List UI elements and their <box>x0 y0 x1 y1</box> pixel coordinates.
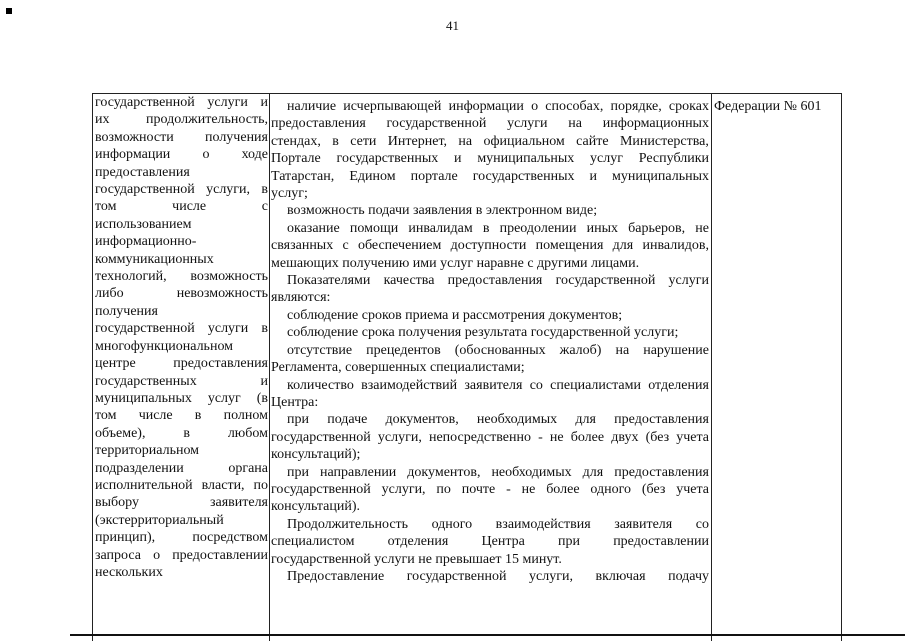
cell-line <box>271 115 709 132</box>
word: подачу <box>668 568 709 584</box>
word: официальном <box>483 133 565 149</box>
word: доступности <box>450 238 527 254</box>
word: муниципальных <box>477 151 575 167</box>
word: государственной <box>386 116 487 132</box>
word: подразделении <box>95 460 184 476</box>
word: - <box>506 481 511 497</box>
word: инвалидов, <box>642 238 709 254</box>
word: услуги, <box>381 481 426 497</box>
cell-line: возможность подачи заявления в электронном виде; <box>287 203 598 219</box>
word: в <box>482 220 490 236</box>
word: государственных <box>336 151 439 167</box>
word: власти, <box>201 477 245 493</box>
word: необходимых <box>491 464 572 480</box>
word: том <box>95 199 117 215</box>
cell-line <box>95 164 268 181</box>
word: прецедентов <box>366 342 441 358</box>
word: помещения <box>535 238 604 254</box>
word: Едином <box>349 168 396 184</box>
word: получения <box>205 129 268 145</box>
word: на <box>568 116 582 132</box>
word: со <box>529 377 543 393</box>
word: услуги <box>507 116 548 132</box>
word: услуги, <box>206 182 251 198</box>
word: взаимодействий <box>361 377 458 393</box>
word: объеме), <box>95 425 146 441</box>
word: для <box>575 412 596 428</box>
word: территориальном <box>95 443 200 459</box>
word: многофункциональном <box>95 338 234 354</box>
word: государственной <box>406 568 507 584</box>
cell-line <box>95 477 268 494</box>
cell-line <box>271 464 709 481</box>
word: Продолжительность <box>287 516 409 532</box>
word: Центра <box>481 534 525 550</box>
word: запроса <box>95 547 141 563</box>
word: жалоб) <box>559 342 602 358</box>
cell-line <box>95 146 268 163</box>
word: посредством <box>192 530 268 546</box>
word: возможность <box>190 269 268 285</box>
cell-line <box>95 442 268 459</box>
cell-line <box>271 342 709 359</box>
word: для <box>612 238 634 254</box>
word: (без <box>645 429 670 445</box>
word: способах, <box>545 99 604 114</box>
cell-line <box>271 133 709 150</box>
word: предоставлении <box>613 534 709 550</box>
table-col-indicators <box>271 94 709 641</box>
word: (обоснованных <box>454 342 546 358</box>
cell-line <box>95 460 268 477</box>
cell-line <box>95 94 268 111</box>
word: и <box>589 168 598 184</box>
word: полном <box>223 408 268 424</box>
word: взаимодействия <box>495 516 591 532</box>
cell-line: Федерации № 601 <box>714 99 822 114</box>
word: по <box>253 477 268 493</box>
cell-line <box>271 150 709 167</box>
word: подаче <box>327 412 368 428</box>
bottom-rule <box>70 634 905 636</box>
word: более <box>546 481 580 497</box>
word: (экстерриториальный <box>95 512 224 528</box>
word: государственной <box>271 481 371 497</box>
word: услуг <box>590 151 623 167</box>
cell-line <box>95 390 268 407</box>
cell-line <box>271 220 709 237</box>
word: предоставления <box>173 356 268 372</box>
word: помощи <box>349 220 399 236</box>
cell-line <box>271 568 709 585</box>
cell-line <box>95 494 268 511</box>
scan-corner-mark <box>6 8 12 14</box>
word: государственной <box>555 273 656 289</box>
word: почте <box>461 481 496 497</box>
word: преодолении <box>499 220 577 236</box>
cell-line <box>271 411 709 428</box>
word: технологий, <box>95 269 167 285</box>
cell-line <box>95 216 268 233</box>
word: одного <box>431 516 473 532</box>
cell-line: государственной услуги не превышает 15 минут. <box>271 551 562 567</box>
word: Татарстан, <box>271 168 335 184</box>
word: одного <box>590 481 631 497</box>
word: принцип), <box>95 530 156 546</box>
cell-line: являются: <box>271 290 331 306</box>
word: иных <box>586 220 619 236</box>
word: числе <box>172 199 207 215</box>
word: государственной <box>95 182 195 198</box>
word: либо <box>95 286 124 302</box>
word: получения <box>95 303 158 319</box>
cell-line <box>95 425 268 442</box>
word: муниципальных <box>95 390 192 406</box>
column-divider <box>711 94 712 641</box>
word: связанных <box>271 238 334 254</box>
cell-line <box>95 303 268 320</box>
cell-line <box>271 272 709 289</box>
word: на <box>458 133 473 149</box>
cell-line <box>95 355 268 372</box>
word: заявителя <box>464 377 523 393</box>
word: наличие <box>287 99 337 114</box>
cell-line <box>95 373 268 390</box>
page-number: 41 <box>446 18 459 33</box>
word: государственных <box>472 168 575 184</box>
word: услуги <box>207 321 249 337</box>
word: Республики <box>638 151 709 167</box>
cell-line: соблюдение срока получения результата государственной услуги; <box>287 325 679 341</box>
cell-line <box>95 564 268 581</box>
word: государственной <box>95 321 195 337</box>
word: муниципальных <box>612 168 709 184</box>
word: предоставления <box>271 116 366 132</box>
word: более <box>570 429 605 445</box>
word: услуги <box>668 273 709 289</box>
word: центре <box>95 356 136 372</box>
cell-line <box>95 407 268 424</box>
cell-line <box>271 516 709 533</box>
word: для <box>582 464 604 480</box>
cell-line <box>95 233 268 250</box>
word: стендах, <box>271 133 321 149</box>
word: по <box>436 481 451 497</box>
cell-line <box>95 285 268 302</box>
word: барьеров, <box>628 220 686 236</box>
word: Портале <box>271 151 321 167</box>
cell-line <box>271 168 709 185</box>
word: на <box>615 342 630 358</box>
cell-line: соблюдение сроков приема и рассмотрения документов; <box>287 307 623 323</box>
cell-line <box>95 547 268 564</box>
cell-line <box>95 198 268 215</box>
cell-line <box>95 251 268 268</box>
word: специалистом <box>271 534 355 550</box>
cell-line <box>95 111 268 128</box>
word: направлении <box>319 464 397 480</box>
cell-line <box>95 338 268 355</box>
cell-line: консультаций); <box>271 447 361 463</box>
word: качества <box>383 273 435 289</box>
word: Министерства, <box>619 133 709 149</box>
cell-line <box>271 533 709 550</box>
word: государственной <box>271 429 371 445</box>
cell-line: услуг; <box>271 186 308 202</box>
word: обеспечением <box>357 238 442 254</box>
word: при <box>287 412 309 428</box>
word: информационно- <box>95 234 197 250</box>
cell-line <box>271 429 709 446</box>
cell-line <box>271 481 709 498</box>
cell-line <box>95 512 268 529</box>
word: использованием <box>95 216 192 232</box>
word: том <box>95 408 117 424</box>
word: в <box>194 408 202 424</box>
word: не <box>549 429 564 445</box>
cell-line <box>95 529 268 546</box>
word: отсутствие <box>287 342 353 358</box>
word: с <box>261 199 268 215</box>
word: портале <box>410 168 458 184</box>
word: Предоставление <box>287 568 385 584</box>
word: нарушение <box>643 342 709 358</box>
word: государственной <box>95 95 195 110</box>
column-divider <box>269 94 270 641</box>
word: отделения <box>648 377 709 393</box>
cell-line: Регламента, совершенных специалистами; <box>271 360 525 376</box>
cell-line <box>95 320 268 337</box>
word: сети <box>350 133 377 149</box>
word: о <box>153 547 161 563</box>
word: инвалидам <box>408 220 473 236</box>
cell-line <box>95 181 268 198</box>
word: о <box>531 99 539 114</box>
cell-line <box>271 377 709 394</box>
word: непосредственно <box>428 429 531 445</box>
word: и <box>260 95 268 110</box>
word: с <box>342 238 349 254</box>
word: и <box>260 373 268 389</box>
word: документов, <box>385 412 459 428</box>
word: в <box>261 321 268 337</box>
cell-line <box>95 129 268 146</box>
word: Показателями <box>287 273 371 289</box>
word: ходе <box>241 147 268 163</box>
word: услуг <box>207 390 241 406</box>
word: порядке, <box>610 99 662 114</box>
word: услуги <box>207 95 248 110</box>
word: учета <box>676 429 709 445</box>
word: их <box>95 112 110 128</box>
word: заявителя <box>614 516 673 532</box>
word: (без <box>641 481 666 497</box>
word: предоставлении <box>172 547 268 563</box>
word: в <box>332 133 339 149</box>
word: необходимых <box>476 412 558 428</box>
word: двух <box>611 429 639 445</box>
word: отделения <box>387 534 449 550</box>
word: услуги, <box>377 429 422 445</box>
word: продолжительность, <box>146 112 268 128</box>
word: возможности <box>95 129 174 145</box>
word: при <box>287 464 309 480</box>
word: документов, <box>407 464 481 480</box>
word: числе <box>138 408 173 424</box>
word: предоставления <box>614 464 709 480</box>
word: специалистами <box>550 377 641 393</box>
cell-line: Центра: <box>271 394 319 410</box>
word: предоставления <box>447 273 543 289</box>
cell-line <box>271 98 709 115</box>
word: исчерпывающей <box>343 99 442 114</box>
word: органа <box>228 460 268 476</box>
word: со <box>695 516 709 532</box>
word: и <box>454 151 462 167</box>
regulation-table <box>92 93 842 641</box>
word: в <box>261 182 268 198</box>
cell-line <box>271 237 709 254</box>
word: не <box>695 220 709 236</box>
word: включая <box>595 568 646 584</box>
word: количество <box>287 377 354 393</box>
word: сроках <box>668 99 709 114</box>
word: учета <box>676 481 709 497</box>
word: информационных <box>602 116 709 132</box>
cell-line: консультаций). <box>271 499 360 515</box>
word: предоставления <box>614 412 709 428</box>
cell-line <box>95 268 268 285</box>
word: невозможность <box>176 286 268 302</box>
word: нескольких <box>95 564 163 580</box>
word: оказание <box>287 220 340 236</box>
word: заявителя <box>209 495 268 511</box>
word: - <box>538 429 543 445</box>
word: не <box>521 481 536 497</box>
table-col-source <box>714 94 839 641</box>
word: коммуникационных <box>95 251 214 267</box>
word: в <box>183 425 190 441</box>
word: (в <box>256 390 268 406</box>
word: информации <box>95 147 171 163</box>
word: услуги, <box>529 568 573 584</box>
word: о <box>202 147 210 163</box>
word: сайте <box>576 133 609 149</box>
word: государственных <box>95 373 197 389</box>
table-col-criteria <box>95 94 268 641</box>
word: исполнительной <box>95 477 193 493</box>
word: информации <box>448 99 524 114</box>
cell-line: мешающих получению ими услуг наравне с другими лицами. <box>271 255 640 271</box>
word: любом <box>227 425 268 441</box>
word: при <box>558 534 581 550</box>
word: Интернет, <box>387 133 448 149</box>
word: предоставления <box>95 164 190 180</box>
word: выбору <box>95 495 139 511</box>
